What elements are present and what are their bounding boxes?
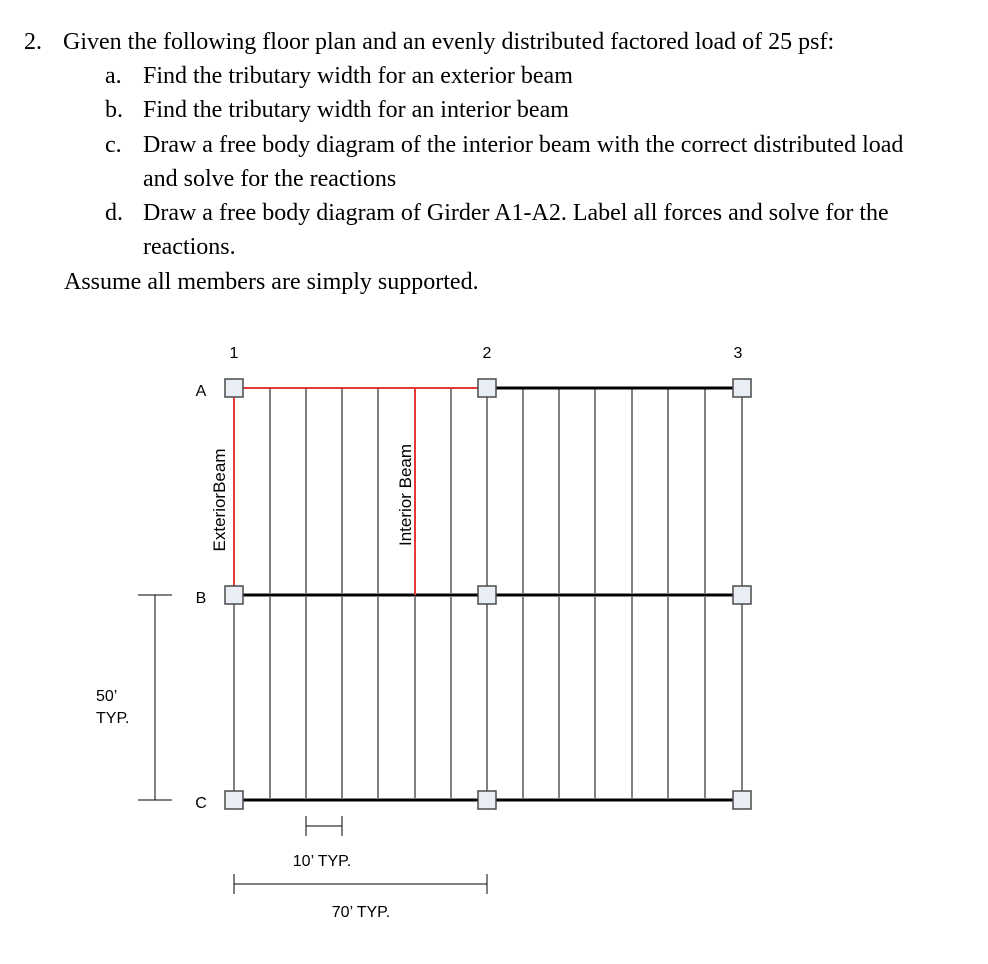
column-B1 <box>225 586 243 604</box>
exterior-beam-label: ExteriorBeam <box>210 448 229 552</box>
item-d-text: Draw a free body diagram of Girder A1-A2. Label all forces and solve for the <box>143 200 889 226</box>
row-label-C: C <box>195 795 207 812</box>
column-B2 <box>478 586 496 604</box>
dim-spacing <box>306 816 342 836</box>
column-label-3: 3 <box>733 345 743 362</box>
item-c-text: Draw a free body diagram of the interior beam with the correct distributed load <box>143 132 904 158</box>
item-d-text-cont: reactions. <box>143 234 236 260</box>
item-d-label: d. <box>105 200 123 226</box>
highlighted-members <box>234 388 487 595</box>
dim-vertical-typ: TYP. <box>96 710 130 727</box>
dim-vertical-value: 50’ <box>96 688 118 705</box>
column-label-1: 1 <box>229 345 239 362</box>
column-label-2: 2 <box>482 345 492 362</box>
dim-vertical <box>138 595 172 800</box>
item-a-text: Find the tributary width for an exterior beam <box>143 63 573 89</box>
row-label-A: A <box>195 383 207 400</box>
item-a-label: a. <box>105 63 122 89</box>
column-A1 <box>225 379 243 397</box>
question-number: 2. <box>24 29 42 55</box>
dim-span-label: 70’ TYP. <box>331 904 391 921</box>
item-b-label: b. <box>105 97 123 123</box>
item-b-text: Find the tributary width for an interior beam <box>143 97 569 123</box>
dim-span <box>234 874 487 894</box>
column-A3 <box>733 379 751 397</box>
column-C3 <box>733 791 751 809</box>
row-label-B: B <box>195 590 207 607</box>
column-C2 <box>478 791 496 809</box>
column-A2 <box>478 379 496 397</box>
assumption-text: Assume all members are simply supported. <box>64 269 479 295</box>
column-B3 <box>733 586 751 604</box>
item-c-text-cont: and solve for the reactions <box>143 166 397 192</box>
question-text: Given the following floor plan and an evenly distributed factored load of 25 psf: <box>63 29 835 55</box>
item-c-label: c. <box>105 132 122 158</box>
column-C1 <box>225 791 243 809</box>
dim-spacing-label: 10’ TYP. <box>292 853 352 870</box>
interior-beam-label: Interior Beam <box>396 443 415 547</box>
